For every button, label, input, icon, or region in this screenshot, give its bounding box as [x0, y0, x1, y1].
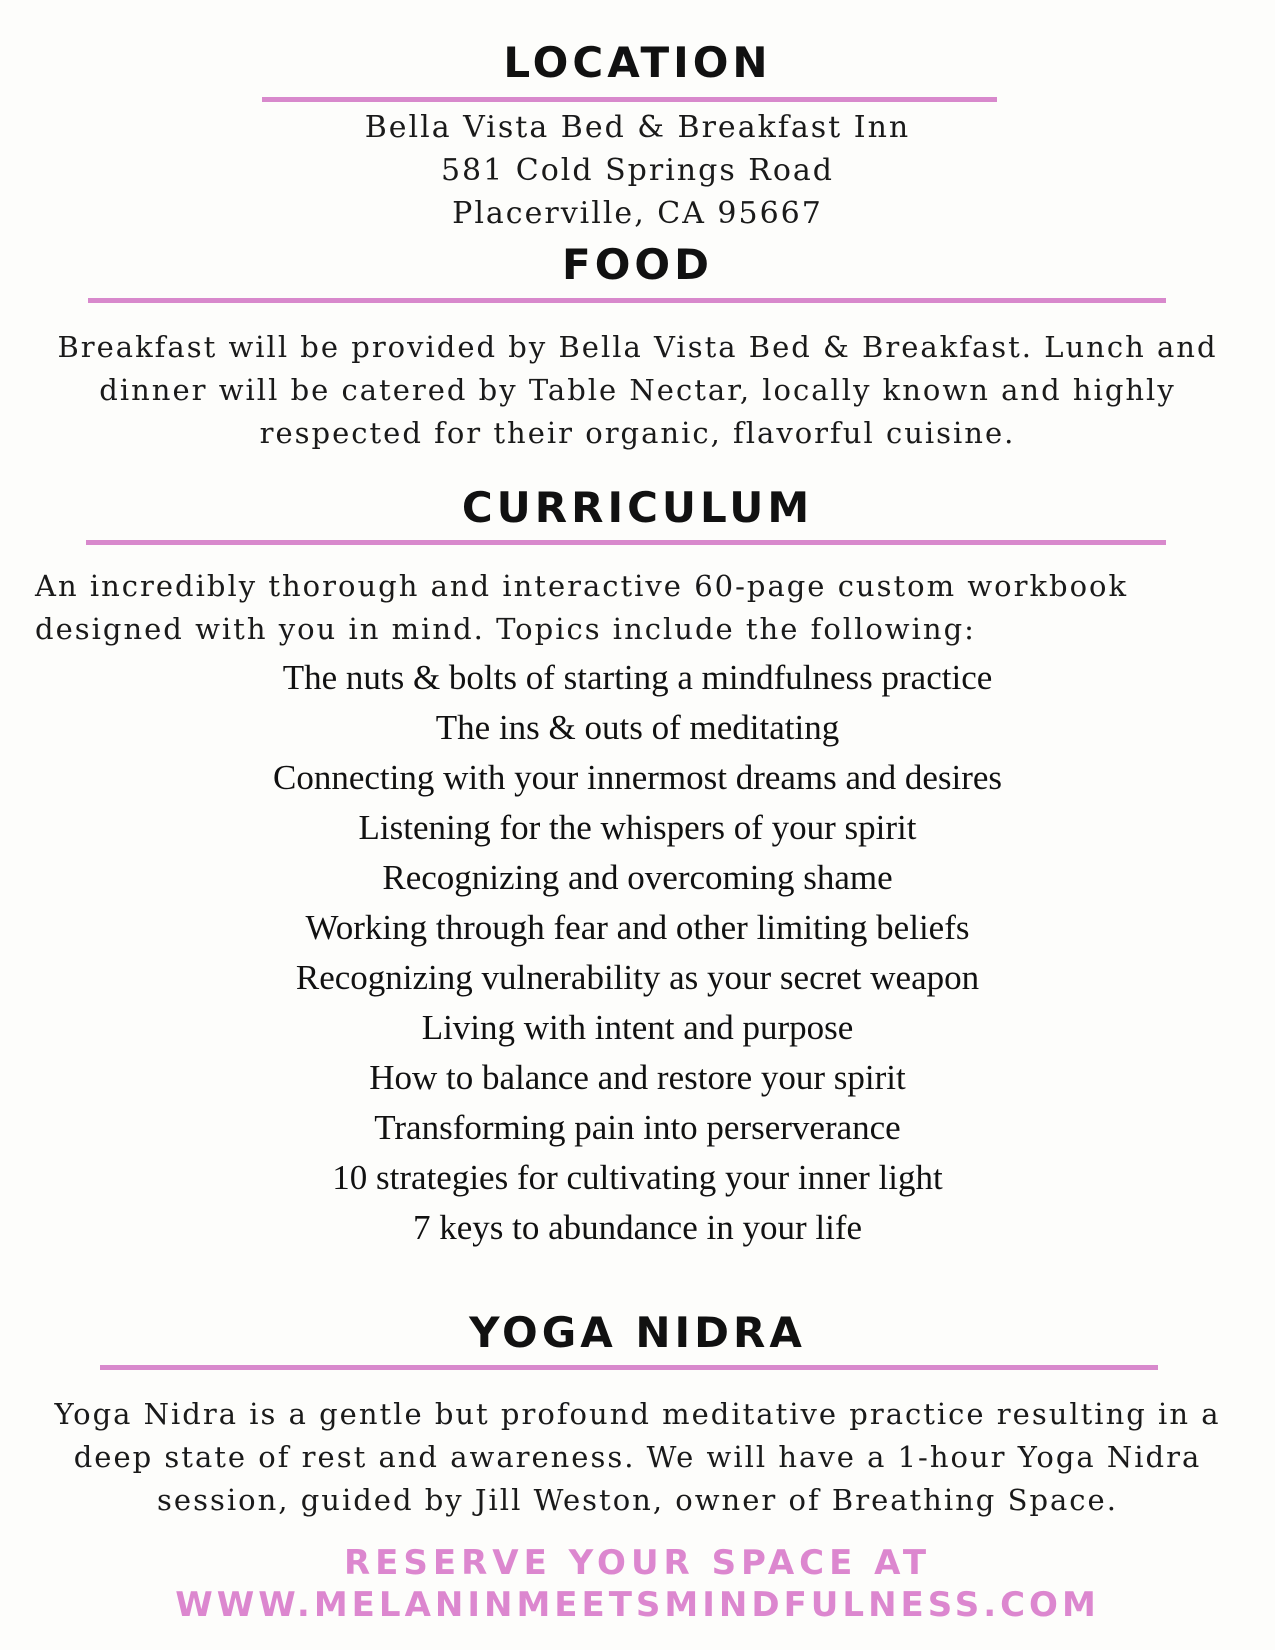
list-item: 10 strategies for cultivating your inner light — [332, 1158, 943, 1197]
food-line: Breakfast will be provided by Bella Vista Bed & Breakfast. Lunch and — [57, 330, 1218, 364]
address-line: 581 Cold Springs Road — [440, 153, 835, 188]
curriculum-divider — [86, 540, 1166, 545]
yoga-nidra-heading: YOGA NIDRA — [469, 1308, 806, 1357]
food-description — [0, 326, 1275, 455]
intro-line: An incredibly thorough and interactive 60-page custom workbook — [35, 569, 1129, 603]
location-address — [0, 106, 1275, 235]
curriculum-intro — [35, 565, 1255, 651]
list-item: Recognizing and overcoming shame — [382, 858, 893, 897]
website-link[interactable]: WWW.MELANINMEETSMINDFULNESS.COM — [175, 1585, 1100, 1625]
yoga-line: deep state of rest and awareness. We will have a 1-hour Yoga Nidra — [73, 1440, 1202, 1474]
list-item: Living with intent and purpose — [421, 1008, 854, 1047]
list-item: Listening for the whispers of your spirit — [358, 808, 917, 847]
list-item: 7 keys to abundance in your life — [412, 1208, 863, 1247]
address-line: Placerville, CA 95667 — [452, 196, 823, 231]
food-divider — [88, 298, 1166, 303]
reserve-text: RESERVE YOUR SPACE AT — [343, 1543, 932, 1583]
yoga-nidra-divider — [100, 1365, 1158, 1370]
reserve-cta — [0, 1542, 1275, 1626]
list-item: The nuts & bolts of starting a mindfulness practice — [282, 658, 993, 697]
address-line: Bella Vista Bed & Breakfast Inn — [364, 110, 911, 145]
food-heading: FOOD — [562, 240, 713, 289]
intro-line: designed with you in mind. Topics include the following: — [35, 612, 976, 646]
yoga-nidra-description — [0, 1393, 1275, 1522]
curriculum-heading: CURRICULUM — [461, 483, 814, 532]
list-item: The ins & outs of meditating — [435, 708, 840, 747]
yoga-line: Yoga Nidra is a gentle but profound meditative practice resulting in a — [54, 1397, 1221, 1431]
yoga-line: session, guided by Jill Weston, owner of Breathing Space. — [157, 1483, 1118, 1517]
list-item: Connecting with your innermost dreams and desires — [272, 758, 1003, 797]
list-item: Working through fear and other limiting beliefs — [305, 908, 970, 947]
location-heading: LOCATION — [503, 38, 772, 87]
list-item: Transforming pain into perserverance — [374, 1108, 901, 1147]
list-item: How to balance and restore your spirit — [369, 1058, 906, 1097]
location-divider — [262, 97, 997, 102]
food-line: respected for their organic, flavorful cuisine. — [259, 416, 1016, 450]
food-line: dinner will be catered by Table Nectar, locally known and highly — [99, 373, 1176, 407]
topic-list — [0, 653, 1275, 1253]
list-item: Recognizing vulnerability as your secret weapon — [295, 958, 980, 997]
